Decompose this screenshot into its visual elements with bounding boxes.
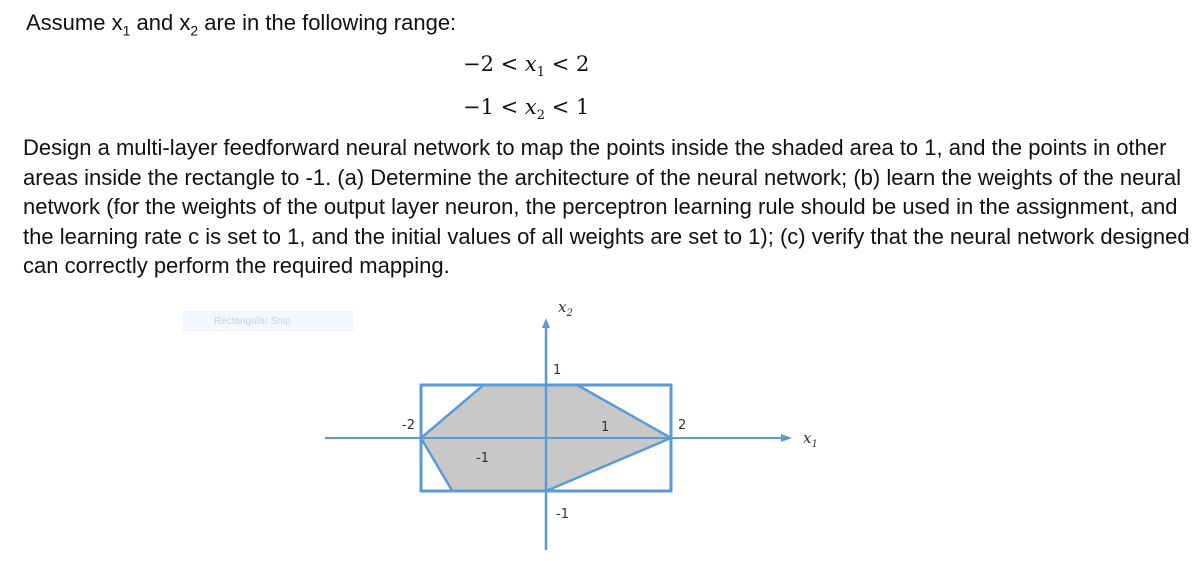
inequality-x2: $-1 < x_2 < 1$ [463,95,590,124]
tick-label-x-2: 2 [678,418,687,433]
tick-label-x-1: 1 [601,420,610,435]
rectangular-snip-label: Rectangular Snip [183,311,353,331]
tick-label-x-neg1: -1 [476,451,489,466]
x2-axis-label: $x_2$ [558,298,573,319]
x1-axis-label: $x_1$ [803,429,818,450]
x2-axis-arrow-icon [542,318,550,328]
intro-text: Assume $x_1$ and $x_2$ are in the following range: [26,10,457,39]
x1-axis-arrow-icon [781,434,792,442]
inequality-x1: $-2 < x_1 < 2$ [463,52,590,81]
tick-label-x-neg2: -2 [402,418,415,433]
tick-label-y-neg1: -1 [556,507,569,522]
tick-label-y-1: 1 [553,363,562,378]
problem-description: Design a multi-layer feedforward neural network to map the points inside the shaded area to 1, and the points in other areas inside the rectangle to -1. (a) Determine the architecture of the neural network; (b) learn the weights of the neural network (for the weights of the output layer neuron, the perceptron learning rule should be used in the assignment, and the learning rate c is set to 1, and the initial values of all weights are set to 1); (c) verify that the neural network designed can correctly perform the required mapping. [23,135,1190,278]
